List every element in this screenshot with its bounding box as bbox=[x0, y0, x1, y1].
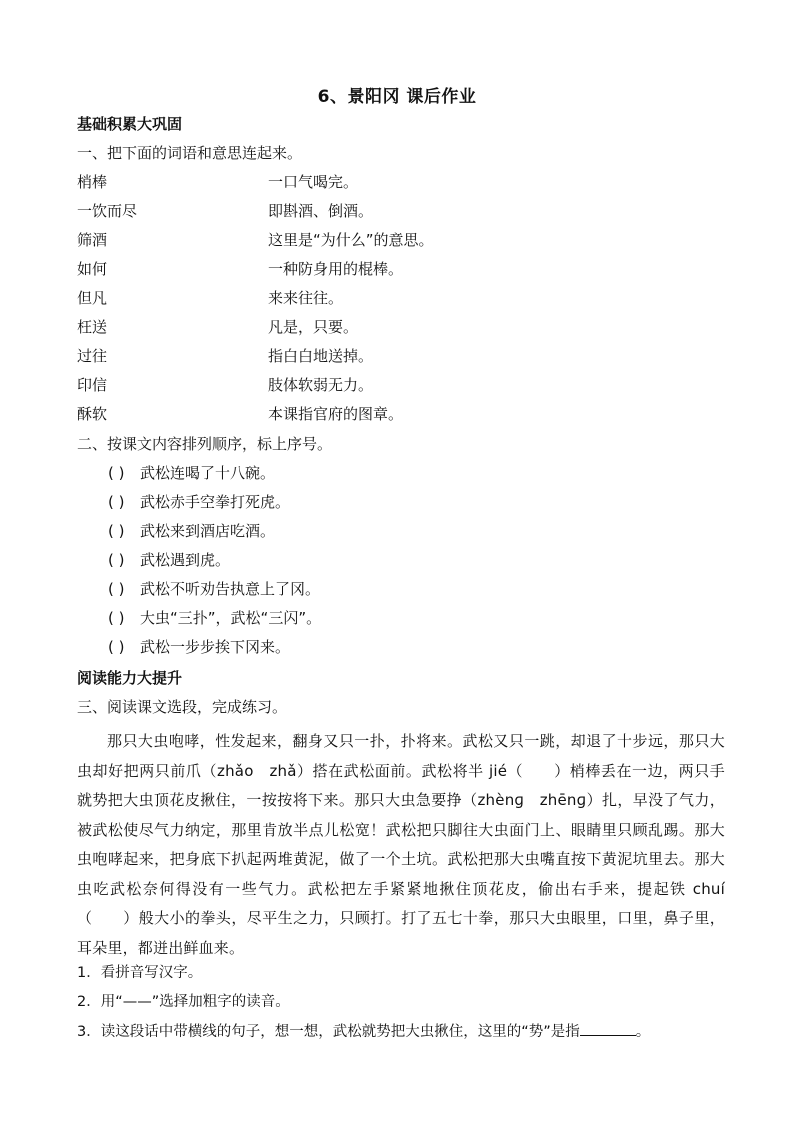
order-item bbox=[108, 492, 290, 512]
match-word: 梢棒 bbox=[77, 173, 108, 191]
order-blank[interactable]: ( ) bbox=[108, 522, 125, 540]
match-word: 过往 bbox=[77, 347, 108, 365]
question-2-heading: 二、按课文内容排列顺序，标上序号。 bbox=[77, 435, 333, 453]
order-text: 武松一步步挨下冈来。 bbox=[140, 638, 291, 656]
question-3-heading: 三、阅读课文选段，完成练习。 bbox=[77, 698, 288, 716]
sub-question-3 bbox=[77, 1021, 650, 1042]
order-blank[interactable]: ( ) bbox=[108, 609, 125, 627]
match-meaning: 即斟酒、倒酒。 bbox=[268, 202, 374, 220]
sub-question-3-text: 3．读这段话中带横线的句子，想一想，武松就势把大虫揪住，这里的“势”是指 bbox=[77, 1024, 580, 1040]
order-text: 武松不听劝告执意上了冈。 bbox=[140, 580, 321, 598]
order-item bbox=[108, 463, 275, 483]
match-word: 筛酒 bbox=[77, 231, 108, 249]
order-blank[interactable]: ( ) bbox=[108, 551, 125, 569]
order-item bbox=[108, 550, 230, 570]
match-meaning: 来来往往。 bbox=[268, 289, 344, 307]
order-item bbox=[108, 579, 320, 599]
order-blank[interactable]: ( ) bbox=[108, 493, 125, 511]
match-meaning: 这里是“为什么”的意思。 bbox=[268, 231, 434, 249]
match-word: 但凡 bbox=[77, 289, 108, 307]
match-word: 枉送 bbox=[77, 318, 108, 336]
order-text: 武松来到酒店吃酒。 bbox=[140, 522, 276, 540]
section-heading-reading: 阅读能力大提升 bbox=[77, 669, 183, 687]
order-text: 武松赤手空拳打死虎。 bbox=[140, 493, 291, 511]
match-meaning: 肢体软弱无力。 bbox=[268, 376, 374, 394]
order-blank[interactable]: ( ) bbox=[108, 464, 125, 482]
order-item bbox=[108, 521, 275, 541]
question-1-heading: 一、把下面的词语和意思连起来。 bbox=[77, 144, 303, 162]
order-blank[interactable]: ( ) bbox=[108, 580, 125, 598]
order-blank[interactable]: ( ) bbox=[108, 638, 125, 656]
order-text: 武松连喝了十八碗。 bbox=[140, 464, 276, 482]
match-meaning: 本课指官府的图章。 bbox=[268, 405, 404, 423]
order-item bbox=[108, 637, 290, 657]
page-title: 6、景阳冈 课后作业 bbox=[317, 87, 477, 107]
match-word: 酥软 bbox=[77, 405, 108, 423]
match-meaning: 一口气喝完。 bbox=[268, 173, 359, 191]
answer-blank[interactable] bbox=[580, 1021, 636, 1036]
match-word: 印信 bbox=[77, 376, 108, 394]
sub-question-1: 1．看拼音写汉字。 bbox=[77, 965, 203, 981]
match-word: 如何 bbox=[77, 260, 108, 278]
order-item bbox=[108, 608, 321, 628]
match-word: 一饮而尽 bbox=[77, 202, 138, 220]
order-text: 大虫“三扑”，武松“三闪”。 bbox=[140, 609, 322, 627]
order-text: 武松遇到虎。 bbox=[140, 551, 231, 569]
sub-question-2: 2．用“——”选择加粗字的读音。 bbox=[77, 994, 290, 1010]
reading-passage: 那只大虫咆哮，性发起来，翻身又只一扑，扑将来。武松又只一跳，却退了十步远，那只大虫却好把两只前爪（zhǎo zhǎ）搭在武松面前。武松将半 jié（ ）梢棒丢在一边，两只手就势把大虫顶花皮揪住，一按按将下来。那只大虫急要挣（zhènɡ zhēnɡ）扎，早没了气力，被武松使尽气力纳定，那里肯放半点儿松宽！武松把只脚往大虫面门上、眼睛里只顾乱踢。那大虫咆哮起来，把身底下扒起两堆黄泥，做了一个土坑。武松把那大虫嘴直按下黄泥坑里去。那大虫吃武松奈何得没有一些气力。武松把左手紧紧地揪住顶花皮，偷出右手来，提起铁 chuí（ ）般大小的拳头，尽平生之力，只顾打。打了五七十拳，那只大虫眼里，口里，鼻子里，耳朵里，都迸出鲜血来。 bbox=[77, 732, 725, 957]
match-meaning: 一种防身用的棍棒。 bbox=[268, 260, 404, 278]
section-heading-basics: 基础积累大巩固 bbox=[77, 115, 183, 133]
match-meaning: 指白白地送掉。 bbox=[268, 347, 374, 365]
match-meaning: 凡是，只要。 bbox=[268, 318, 359, 336]
sub-question-3-end: 。 bbox=[635, 1024, 651, 1040]
